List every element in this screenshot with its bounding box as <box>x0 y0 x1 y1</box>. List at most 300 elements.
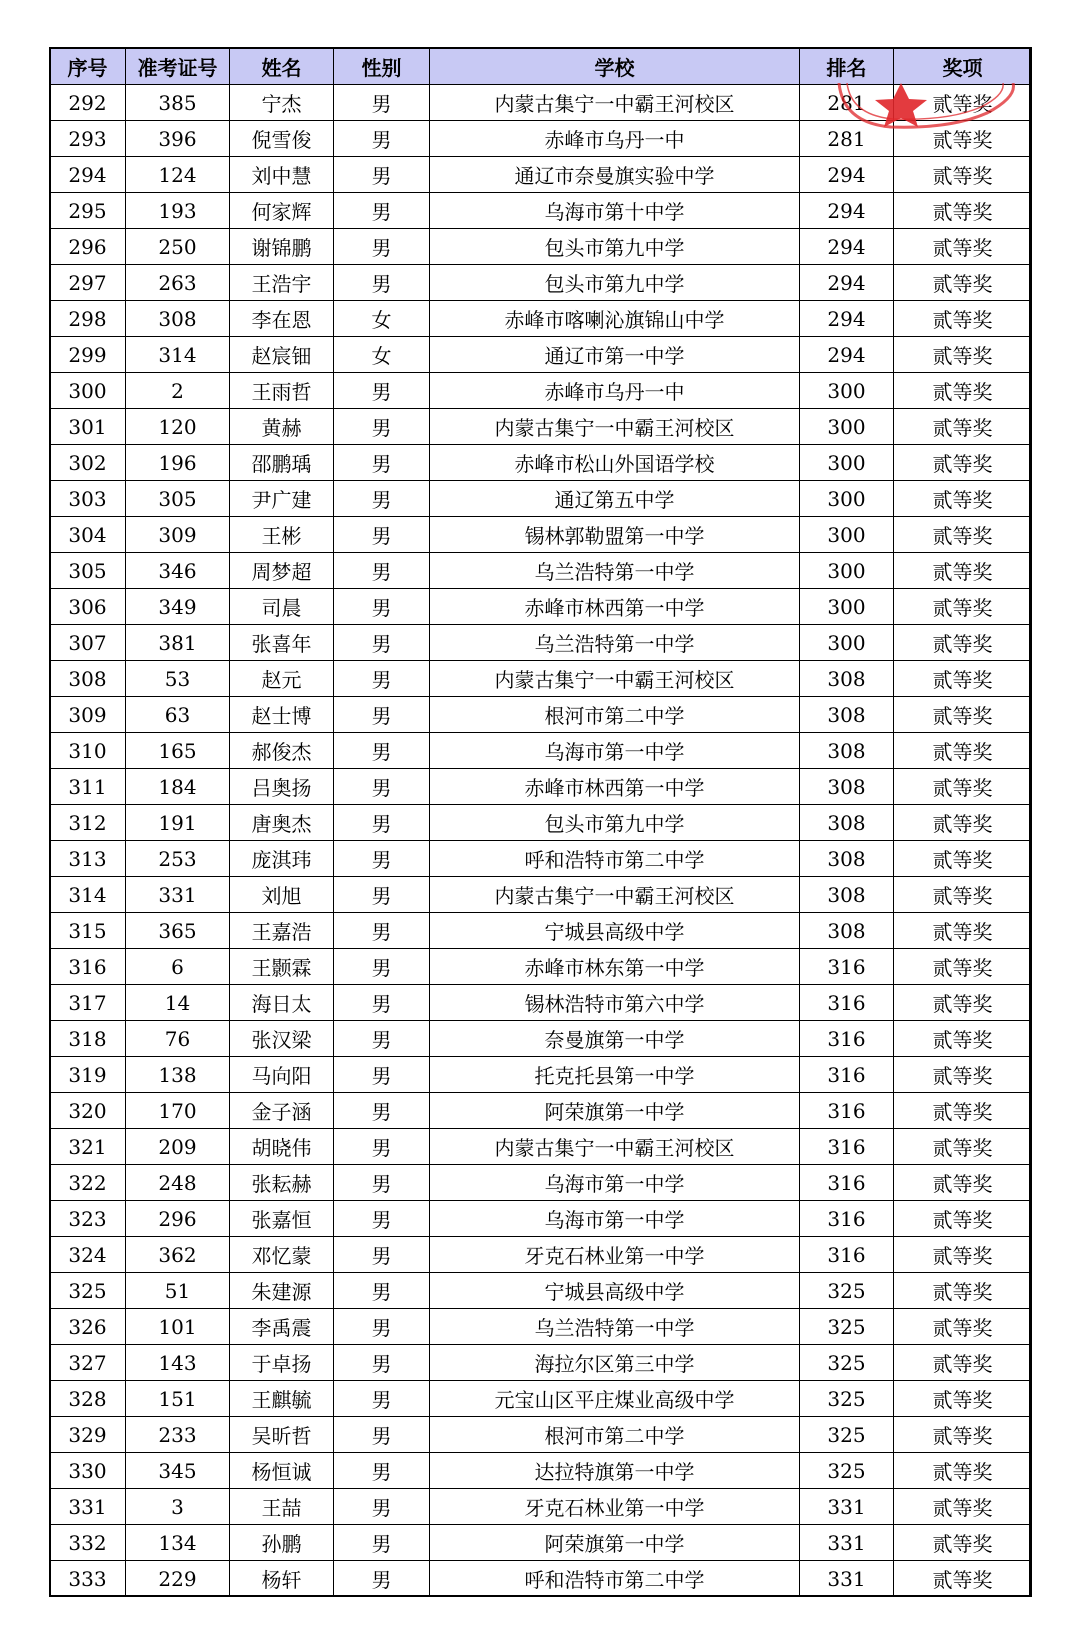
cell-rank: 325 <box>800 1381 894 1417</box>
award-list-sheet <box>49 47 1031 1597</box>
cell-rank: 331 <box>800 1489 894 1525</box>
cell-award: 贰等奖 <box>894 553 1032 589</box>
cell-rank: 294 <box>800 301 894 337</box>
cell-serial-number: 319 <box>50 1057 126 1093</box>
table-row <box>50 985 1032 1021</box>
cell-exam-id: 250 <box>126 229 230 265</box>
cell-name: 王颢霖 <box>230 949 334 985</box>
cell-award: 贰等奖 <box>894 697 1032 733</box>
cell-award: 贰等奖 <box>894 337 1032 373</box>
cell-award: 贰等奖 <box>894 229 1032 265</box>
table-row <box>50 553 1032 589</box>
cell-exam-id: 2 <box>126 373 230 409</box>
cell-name: 张耘赫 <box>230 1165 334 1201</box>
cell-name: 唐奥杰 <box>230 805 334 841</box>
cell-serial-number: 298 <box>50 301 126 337</box>
cell-rank: 316 <box>800 1237 894 1273</box>
cell-serial-number: 332 <box>50 1525 126 1561</box>
cell-school: 乌海市第一中学 <box>430 733 800 769</box>
cell-award: 贰等奖 <box>894 193 1032 229</box>
table-row <box>50 229 1032 265</box>
cell-name: 宁杰 <box>230 85 334 121</box>
cell-school: 牙克石林业第一中学 <box>430 1489 800 1525</box>
cell-gender: 男 <box>334 985 430 1021</box>
cell-rank: 300 <box>800 517 894 553</box>
cell-exam-id: 134 <box>126 1525 230 1561</box>
cell-school: 赤峰市乌丹一中 <box>430 121 800 157</box>
cell-name: 赵元 <box>230 661 334 697</box>
cell-rank: 308 <box>800 697 894 733</box>
cell-rank: 308 <box>800 913 894 949</box>
cell-serial-number: 308 <box>50 661 126 697</box>
table-row <box>50 85 1032 121</box>
cell-award: 贰等奖 <box>894 769 1032 805</box>
cell-name: 张喜年 <box>230 625 334 661</box>
cell-serial-number: 323 <box>50 1201 126 1237</box>
cell-school: 托克托县第一中学 <box>430 1057 800 1093</box>
cell-school: 锡林郭勒盟第一中学 <box>430 517 800 553</box>
table-row <box>50 409 1032 445</box>
table-row <box>50 1489 1032 1525</box>
cell-serial-number: 324 <box>50 1237 126 1273</box>
cell-rank: 308 <box>800 733 894 769</box>
cell-school: 根河市第二中学 <box>430 1417 800 1453</box>
cell-school: 赤峰市喀喇沁旗锦山中学 <box>430 301 800 337</box>
cell-school: 内蒙古集宁一中霸王河校区 <box>430 409 800 445</box>
cell-name: 谢锦鹏 <box>230 229 334 265</box>
table-row <box>50 1525 1032 1561</box>
cell-award: 贰等奖 <box>894 1309 1032 1345</box>
cell-rank: 300 <box>800 589 894 625</box>
cell-school: 乌海市第一中学 <box>430 1165 800 1201</box>
cell-rank: 300 <box>800 373 894 409</box>
cell-award: 贰等奖 <box>894 409 1032 445</box>
cell-name: 张嘉恒 <box>230 1201 334 1237</box>
cell-gender: 男 <box>334 1273 430 1309</box>
cell-gender: 男 <box>334 1489 430 1525</box>
cell-rank: 325 <box>800 1417 894 1453</box>
cell-name: 邓忆蒙 <box>230 1237 334 1273</box>
cell-award: 贰等奖 <box>894 589 1032 625</box>
cell-name: 李在恩 <box>230 301 334 337</box>
table-row <box>50 481 1032 517</box>
cell-award: 贰等奖 <box>894 121 1032 157</box>
cell-gender: 男 <box>334 733 430 769</box>
table-row <box>50 1021 1032 1057</box>
cell-gender: 男 <box>334 1093 430 1129</box>
cell-gender: 男 <box>334 1021 430 1057</box>
header-serial-number: 序号 <box>50 48 126 85</box>
cell-award: 贰等奖 <box>894 517 1032 553</box>
cell-exam-id: 196 <box>126 445 230 481</box>
cell-gender: 男 <box>334 877 430 913</box>
cell-gender: 男 <box>334 157 430 193</box>
cell-rank: 308 <box>800 805 894 841</box>
cell-serial-number: 326 <box>50 1309 126 1345</box>
cell-gender: 男 <box>334 1417 430 1453</box>
cell-school: 乌海市第一中学 <box>430 1201 800 1237</box>
cell-award: 贰等奖 <box>894 445 1032 481</box>
cell-rank: 294 <box>800 337 894 373</box>
cell-school: 赤峰市林东第一中学 <box>430 949 800 985</box>
cell-exam-id: 314 <box>126 337 230 373</box>
cell-exam-id: 63 <box>126 697 230 733</box>
cell-school: 包头市第九中学 <box>430 229 800 265</box>
cell-name: 王彬 <box>230 517 334 553</box>
table-body <box>50 85 1032 1597</box>
cell-school: 包头市第九中学 <box>430 805 800 841</box>
cell-exam-id: 365 <box>126 913 230 949</box>
cell-exam-id: 51 <box>126 1273 230 1309</box>
cell-exam-id: 396 <box>126 121 230 157</box>
cell-gender: 男 <box>334 589 430 625</box>
cell-exam-id: 305 <box>126 481 230 517</box>
table-row <box>50 1201 1032 1237</box>
cell-award: 贰等奖 <box>894 1453 1032 1489</box>
cell-award: 贰等奖 <box>894 1417 1032 1453</box>
cell-serial-number: 306 <box>50 589 126 625</box>
cell-award: 贰等奖 <box>894 1093 1032 1129</box>
cell-rank: 300 <box>800 445 894 481</box>
cell-rank: 316 <box>800 949 894 985</box>
cell-award: 贰等奖 <box>894 1561 1032 1597</box>
cell-school: 呼和浩特市第二中学 <box>430 841 800 877</box>
table-row <box>50 913 1032 949</box>
cell-name: 王嘉浩 <box>230 913 334 949</box>
cell-gender: 男 <box>334 841 430 877</box>
table-row <box>50 1381 1032 1417</box>
cell-gender: 男 <box>334 481 430 517</box>
cell-name: 马向阳 <box>230 1057 334 1093</box>
table-row <box>50 1345 1032 1381</box>
cell-exam-id: 209 <box>126 1129 230 1165</box>
cell-gender: 男 <box>334 697 430 733</box>
table-row <box>50 733 1032 769</box>
cell-exam-id: 362 <box>126 1237 230 1273</box>
cell-school: 内蒙古集宁一中霸王河校区 <box>430 85 800 121</box>
cell-school: 奈曼旗第一中学 <box>430 1021 800 1057</box>
cell-award: 贰等奖 <box>894 877 1032 913</box>
cell-rank: 316 <box>800 1057 894 1093</box>
cell-name: 邵鹏瑀 <box>230 445 334 481</box>
table-row <box>50 1129 1032 1165</box>
cell-school: 乌兰浩特第一中学 <box>430 553 800 589</box>
table-row <box>50 1309 1032 1345</box>
cell-award: 贰等奖 <box>894 301 1032 337</box>
cell-exam-id: 6 <box>126 949 230 985</box>
cell-exam-id: 233 <box>126 1417 230 1453</box>
cell-school: 元宝山区平庄煤业高级中学 <box>430 1381 800 1417</box>
cell-name: 胡晓伟 <box>230 1129 334 1165</box>
cell-school: 乌兰浩特第一中学 <box>430 1309 800 1345</box>
cell-rank: 281 <box>800 121 894 157</box>
cell-exam-id: 76 <box>126 1021 230 1057</box>
cell-school: 根河市第二中学 <box>430 697 800 733</box>
cell-gender: 男 <box>334 1201 430 1237</box>
cell-school: 内蒙古集宁一中霸王河校区 <box>430 661 800 697</box>
table-row <box>50 877 1032 913</box>
cell-name: 王雨哲 <box>230 373 334 409</box>
cell-school: 阿荣旗第一中学 <box>430 1093 800 1129</box>
table-row <box>50 1093 1032 1129</box>
cell-serial-number: 327 <box>50 1345 126 1381</box>
table-row <box>50 1273 1032 1309</box>
table-row <box>50 949 1032 985</box>
cell-rank: 294 <box>800 265 894 301</box>
cell-rank: 325 <box>800 1453 894 1489</box>
cell-serial-number: 322 <box>50 1165 126 1201</box>
cell-award: 贰等奖 <box>894 265 1032 301</box>
cell-school: 通辽市奈曼旗实验中学 <box>430 157 800 193</box>
cell-gender: 男 <box>334 445 430 481</box>
cell-gender: 男 <box>334 1525 430 1561</box>
cell-name: 周梦超 <box>230 553 334 589</box>
cell-rank: 325 <box>800 1273 894 1309</box>
table-row <box>50 1453 1032 1489</box>
cell-serial-number: 330 <box>50 1453 126 1489</box>
table-row <box>50 193 1032 229</box>
cell-award: 贰等奖 <box>894 913 1032 949</box>
table-row <box>50 1057 1032 1093</box>
table-row <box>50 589 1032 625</box>
cell-gender: 男 <box>334 121 430 157</box>
cell-gender: 男 <box>334 661 430 697</box>
cell-name: 赵宸钿 <box>230 337 334 373</box>
cell-rank: 300 <box>800 409 894 445</box>
cell-name: 赵士博 <box>230 697 334 733</box>
cell-name: 李禹震 <box>230 1309 334 1345</box>
cell-exam-id: 101 <box>126 1309 230 1345</box>
cell-gender: 男 <box>334 1381 430 1417</box>
cell-award: 贰等奖 <box>894 1021 1032 1057</box>
cell-gender: 男 <box>334 1129 430 1165</box>
cell-name: 王喆 <box>230 1489 334 1525</box>
table-row <box>50 769 1032 805</box>
cell-award: 贰等奖 <box>894 733 1032 769</box>
cell-gender: 男 <box>334 409 430 445</box>
cell-award: 贰等奖 <box>894 481 1032 517</box>
cell-serial-number: 313 <box>50 841 126 877</box>
cell-name: 朱建源 <box>230 1273 334 1309</box>
cell-name: 于卓扬 <box>230 1345 334 1381</box>
cell-name: 司晨 <box>230 589 334 625</box>
cell-name: 杨轩 <box>230 1561 334 1597</box>
table-row <box>50 1165 1032 1201</box>
cell-serial-number: 318 <box>50 1021 126 1057</box>
cell-school: 赤峰市林西第一中学 <box>430 589 800 625</box>
cell-school: 宁城县高级中学 <box>430 913 800 949</box>
table-row <box>50 265 1032 301</box>
cell-exam-id: 165 <box>126 733 230 769</box>
cell-serial-number: 333 <box>50 1561 126 1597</box>
cell-name: 郝俊杰 <box>230 733 334 769</box>
award-table <box>49 47 1032 1597</box>
header-award: 奖项 <box>894 48 1032 85</box>
cell-serial-number: 328 <box>50 1381 126 1417</box>
cell-name: 刘中慧 <box>230 157 334 193</box>
cell-gender: 男 <box>334 85 430 121</box>
cell-serial-number: 302 <box>50 445 126 481</box>
cell-serial-number: 311 <box>50 769 126 805</box>
table-row <box>50 625 1032 661</box>
cell-gender: 男 <box>334 949 430 985</box>
cell-exam-id: 349 <box>126 589 230 625</box>
cell-award: 贰等奖 <box>894 1201 1032 1237</box>
cell-exam-id: 253 <box>126 841 230 877</box>
cell-exam-id: 151 <box>126 1381 230 1417</box>
table-header <box>50 48 1032 85</box>
table-row <box>50 805 1032 841</box>
cell-serial-number: 299 <box>50 337 126 373</box>
cell-school: 内蒙古集宁一中霸王河校区 <box>430 877 800 913</box>
cell-rank: 308 <box>800 769 894 805</box>
cell-name: 王浩宇 <box>230 265 334 301</box>
table-row <box>50 301 1032 337</box>
cell-award: 贰等奖 <box>894 1237 1032 1273</box>
cell-serial-number: 301 <box>50 409 126 445</box>
table-row <box>50 445 1032 481</box>
cell-gender: 男 <box>334 1309 430 1345</box>
cell-school: 赤峰市乌丹一中 <box>430 373 800 409</box>
cell-school: 阿荣旗第一中学 <box>430 1525 800 1561</box>
cell-exam-id: 346 <box>126 553 230 589</box>
table-row <box>50 1417 1032 1453</box>
cell-award: 贰等奖 <box>894 1345 1032 1381</box>
cell-serial-number: 317 <box>50 985 126 1021</box>
cell-rank: 316 <box>800 1165 894 1201</box>
cell-award: 贰等奖 <box>894 85 1032 121</box>
cell-gender: 男 <box>334 373 430 409</box>
cell-award: 贰等奖 <box>894 1057 1032 1093</box>
cell-name: 黄赫 <box>230 409 334 445</box>
cell-serial-number: 329 <box>50 1417 126 1453</box>
cell-rank: 300 <box>800 481 894 517</box>
cell-serial-number: 305 <box>50 553 126 589</box>
cell-school: 赤峰市林西第一中学 <box>430 769 800 805</box>
cell-serial-number: 303 <box>50 481 126 517</box>
header-rank: 排名 <box>800 48 894 85</box>
cell-exam-id: 191 <box>126 805 230 841</box>
cell-gender: 男 <box>334 1165 430 1201</box>
cell-award: 贰等奖 <box>894 661 1032 697</box>
cell-exam-id: 385 <box>126 85 230 121</box>
cell-rank: 316 <box>800 1201 894 1237</box>
cell-rank: 308 <box>800 877 894 913</box>
cell-rank: 294 <box>800 193 894 229</box>
cell-rank: 316 <box>800 1021 894 1057</box>
header-name: 姓名 <box>230 48 334 85</box>
cell-school: 通辽市第一中学 <box>430 337 800 373</box>
cell-gender: 男 <box>334 1561 430 1597</box>
cell-gender: 男 <box>334 1237 430 1273</box>
cell-rank: 316 <box>800 1093 894 1129</box>
cell-name: 刘旭 <box>230 877 334 913</box>
cell-school: 呼和浩特市第二中学 <box>430 1561 800 1597</box>
cell-award: 贰等奖 <box>894 1273 1032 1309</box>
cell-award: 贰等奖 <box>894 1165 1032 1201</box>
cell-exam-id: 331 <box>126 877 230 913</box>
cell-exam-id: 3 <box>126 1489 230 1525</box>
cell-school: 乌兰浩特第一中学 <box>430 625 800 661</box>
table-row <box>50 517 1032 553</box>
cell-name: 张汉梁 <box>230 1021 334 1057</box>
cell-name: 金子涵 <box>230 1093 334 1129</box>
cell-award: 贰等奖 <box>894 1525 1032 1561</box>
cell-serial-number: 294 <box>50 157 126 193</box>
cell-gender: 男 <box>334 1345 430 1381</box>
cell-exam-id: 138 <box>126 1057 230 1093</box>
cell-rank: 331 <box>800 1525 894 1561</box>
cell-award: 贰等奖 <box>894 841 1032 877</box>
cell-gender: 女 <box>334 301 430 337</box>
table-row <box>50 1237 1032 1273</box>
cell-gender: 男 <box>334 625 430 661</box>
cell-exam-id: 296 <box>126 1201 230 1237</box>
cell-school: 包头市第九中学 <box>430 265 800 301</box>
cell-gender: 男 <box>334 517 430 553</box>
cell-name: 孙鹏 <box>230 1525 334 1561</box>
cell-school: 通辽第五中学 <box>430 481 800 517</box>
cell-name: 杨恒诚 <box>230 1453 334 1489</box>
cell-serial-number: 300 <box>50 373 126 409</box>
cell-gender: 男 <box>334 265 430 301</box>
cell-serial-number: 321 <box>50 1129 126 1165</box>
header-gender: 性别 <box>334 48 430 85</box>
cell-exam-id: 120 <box>126 409 230 445</box>
table-row <box>50 121 1032 157</box>
cell-exam-id: 263 <box>126 265 230 301</box>
cell-exam-id: 229 <box>126 1561 230 1597</box>
cell-name: 吕奥扬 <box>230 769 334 805</box>
table-row <box>50 1561 1032 1597</box>
cell-serial-number: 304 <box>50 517 126 553</box>
table-row <box>50 697 1032 733</box>
cell-rank: 325 <box>800 1345 894 1381</box>
cell-rank: 294 <box>800 229 894 265</box>
header-exam-id: 准考证号 <box>126 48 230 85</box>
cell-serial-number: 315 <box>50 913 126 949</box>
cell-rank: 308 <box>800 841 894 877</box>
cell-school: 达拉特旗第一中学 <box>430 1453 800 1489</box>
cell-serial-number: 331 <box>50 1489 126 1525</box>
cell-exam-id: 309 <box>126 517 230 553</box>
cell-name: 庞淇玮 <box>230 841 334 877</box>
cell-school: 海拉尔区第三中学 <box>430 1345 800 1381</box>
cell-gender: 男 <box>334 913 430 949</box>
cell-school: 宁城县高级中学 <box>430 1273 800 1309</box>
cell-award: 贰等奖 <box>894 625 1032 661</box>
cell-award: 贰等奖 <box>894 373 1032 409</box>
cell-gender: 男 <box>334 805 430 841</box>
cell-serial-number: 297 <box>50 265 126 301</box>
cell-gender: 男 <box>334 769 430 805</box>
cell-exam-id: 143 <box>126 1345 230 1381</box>
cell-school: 内蒙古集宁一中霸王河校区 <box>430 1129 800 1165</box>
table-row <box>50 337 1032 373</box>
cell-school: 锡林浩特市第六中学 <box>430 985 800 1021</box>
cell-school: 牙克石林业第一中学 <box>430 1237 800 1273</box>
cell-exam-id: 184 <box>126 769 230 805</box>
cell-gender: 男 <box>334 1453 430 1489</box>
cell-exam-id: 345 <box>126 1453 230 1489</box>
header-school: 学校 <box>430 48 800 85</box>
cell-award: 贰等奖 <box>894 157 1032 193</box>
table-row <box>50 841 1032 877</box>
cell-rank: 300 <box>800 625 894 661</box>
cell-school: 赤峰市松山外国语学校 <box>430 445 800 481</box>
cell-name: 王麒毓 <box>230 1381 334 1417</box>
cell-rank: 308 <box>800 661 894 697</box>
